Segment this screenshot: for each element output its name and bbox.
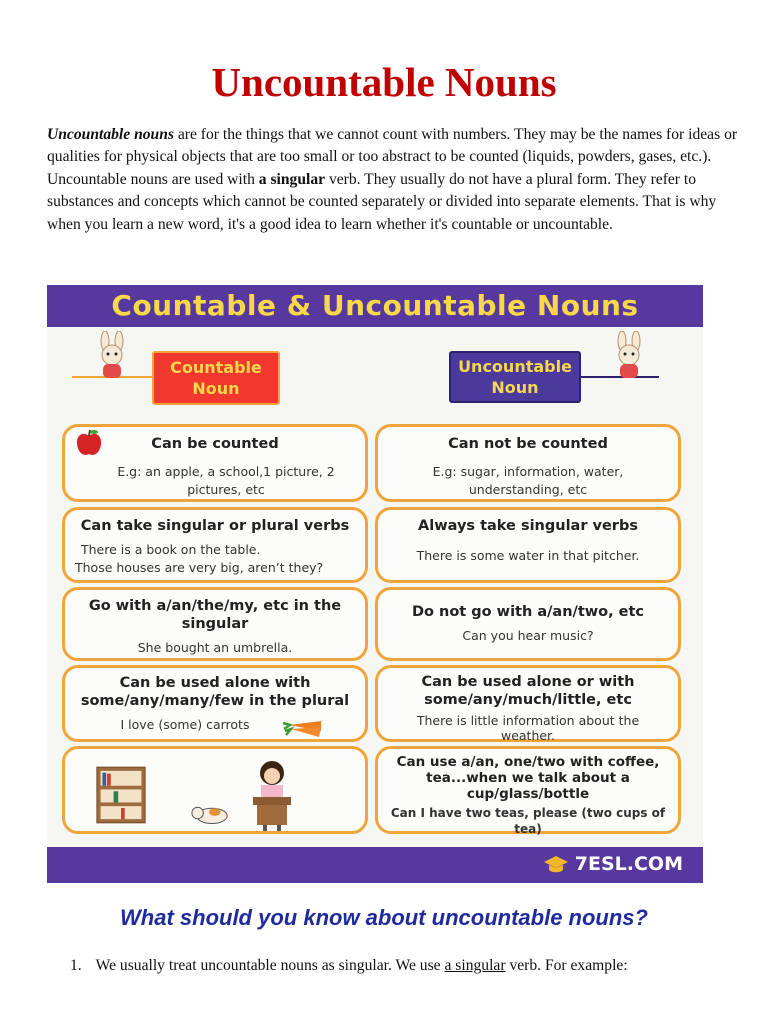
countable-noun-tag: Countable Noun (152, 351, 280, 405)
list-text-a: We usually treat uncountable nouns as singular. We use (95, 957, 445, 974)
box-heading: Can not be counted (448, 436, 608, 452)
uncountable-box-3 (375, 587, 681, 661)
infographic (47, 285, 703, 883)
box-heading: Go with a/an/the/my, etc in the singular (88, 598, 342, 632)
intro-p2-bold: a singular (258, 170, 326, 188)
countable-box-2 (62, 507, 368, 583)
uncountable-box-1 (375, 424, 681, 502)
brand-text: 7ESL.COM (574, 853, 683, 875)
graduation-cap-icon (543, 854, 569, 874)
box-example: There is little information about the weather. (416, 713, 640, 743)
page-title: Uncountable Nouns (211, 59, 557, 105)
box-heading: Can use a/an, one/two with coffee, tea...when we talk about a cup/glass/bottle (396, 754, 660, 802)
box-example: She bought an umbrella. (137, 640, 293, 655)
box-heading: Can be counted (151, 436, 279, 452)
uncountable-box-4 (375, 665, 681, 742)
bookshelf-icon (95, 763, 147, 827)
box-example: There is some water in that pitcher. (416, 548, 640, 563)
list-text-b: verb. For example: (505, 957, 628, 974)
infographic-heading: Countable & Uncountable Nouns (47, 285, 703, 327)
bunny-icon (609, 331, 649, 383)
box-example: There is a book on the table. (81, 542, 261, 557)
intro-p2-a: Uncountable nouns are used with (47, 170, 259, 188)
countable-box-1 (62, 424, 368, 502)
brand-logo (543, 853, 683, 875)
uncountable-box-2 (375, 507, 681, 583)
box-heading: Can take singular or plural verbs (80, 518, 350, 534)
intro-term: Uncountable nouns (47, 126, 174, 143)
bunny-icon (92, 331, 132, 383)
list-number: 1. (70, 957, 82, 974)
list-item (70, 957, 750, 975)
box-example: Can I have two teas, please (two cups of tea) (390, 806, 666, 836)
box-example: I love (some) carrots (120, 717, 250, 732)
countable-box-3 (62, 587, 368, 661)
box-example: Those houses are very big, aren’t they? (75, 560, 324, 575)
girl-at-desk-icon (249, 757, 295, 833)
apple-icon (73, 427, 105, 459)
infographic-footer (47, 847, 703, 883)
carrot-icon (281, 715, 325, 739)
box-heading: Always take singular verbs (418, 518, 638, 534)
intro-p1-rest: are for the things that we cannot count with numbers. They may be the names for ideas or qualities for physical objects that are too small or too abstract to be counted (liquids, powders, gases, etc.). (47, 126, 738, 166)
box-example: Can you hear music? (462, 628, 594, 643)
intro-paragraph-1 (47, 124, 747, 169)
intro-text (47, 124, 747, 236)
box-heading: Can be used alone or with some/any/much/little, etc (421, 674, 635, 708)
box-example: E.g: an apple, a school,1 picture, 2 pictures, etc (117, 464, 335, 497)
box-heading: Do not go with a/an/two, etc (411, 604, 645, 620)
cat-icon (189, 801, 231, 825)
countable-box-5 (62, 746, 368, 834)
box-heading: Can be used alone with some/any/many/few in the plural (80, 675, 350, 709)
intro-p2-b: verb. They usually do not have a plural form. They refer to substances and concepts which cannot be counted separately or divided into separate elements. That is why when you learn a new word, it's a good idea to learn whether it's countable or uncountable. (47, 170, 717, 233)
box-example: E.g: sugar, information, water, understanding, etc (432, 464, 624, 497)
uncountable-box-5 (375, 746, 681, 834)
uncountable-noun-tag: Uncountable Noun (449, 351, 581, 403)
section-question: What should you know about uncountable nouns? (120, 905, 648, 930)
list-text-underlined: a singular (444, 957, 506, 974)
intro-paragraph-2 (47, 169, 747, 236)
